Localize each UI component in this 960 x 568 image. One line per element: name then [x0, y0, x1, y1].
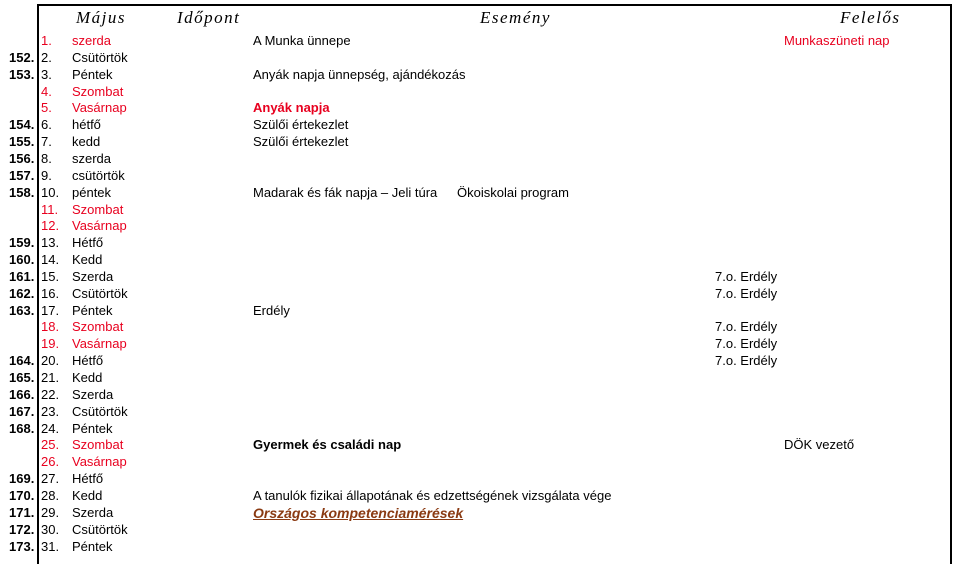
cell-day: 24.	[41, 420, 60, 436]
cell-resp2: 7.o. Erdély	[715, 319, 778, 335]
cell-num: 157.	[9, 167, 35, 183]
cell-day: 1.	[41, 33, 52, 48]
cell-name: péntek	[72, 184, 112, 200]
table-row	[0, 151, 960, 167]
cell-num: 166.	[9, 386, 35, 402]
cell-num: 165.	[9, 370, 35, 385]
cell-day: 10.	[41, 184, 60, 200]
header-month: Május	[76, 8, 126, 27]
table-row	[0, 269, 960, 285]
table-row	[0, 168, 960, 184]
cell-day: 20.	[41, 353, 60, 369]
cell-resp2: 7.o. Erdély	[715, 268, 778, 284]
cell-name: Szerda	[72, 504, 114, 520]
cell-name: Szombat	[72, 437, 124, 453]
cell-name: Szombat	[72, 83, 124, 99]
cell-day: 25.	[41, 437, 60, 453]
cell-name: Vasárnap	[72, 336, 127, 352]
cell-day: 21.	[41, 370, 60, 385]
cell-num: 163.	[9, 302, 35, 318]
cell-num: 168.	[9, 420, 35, 436]
table-row	[0, 319, 960, 335]
cell-name: Csütörtök	[72, 285, 128, 301]
header-event: Esemény	[480, 8, 551, 27]
table-row	[0, 370, 960, 386]
cell-name: Péntek	[72, 538, 113, 554]
cell-day: 23.	[41, 403, 60, 419]
cell-day: 22.	[41, 386, 60, 402]
cell-num: 156.	[9, 150, 35, 166]
cell-note: Ökoiskolai program	[457, 184, 569, 200]
cell-event: Madarak és fák napja – Jeli túra	[253, 184, 438, 200]
header-time: Időpont	[177, 8, 241, 27]
table-row	[0, 437, 960, 453]
table-row	[0, 387, 960, 403]
cell-num: 161.	[9, 268, 35, 284]
cell-num: 155.	[9, 134, 35, 150]
cell-name: Szombat	[72, 201, 124, 217]
table-row	[0, 421, 960, 437]
table-row	[0, 404, 960, 420]
cell-resp: Munkaszüneti nap	[784, 33, 890, 48]
cell-day: 12.	[41, 218, 60, 234]
cell-day: 6.	[41, 117, 52, 133]
table-row	[0, 505, 960, 521]
cell-day: 15.	[41, 268, 60, 284]
cell-name: Vasárnap	[72, 100, 127, 116]
cell-day: 17.	[41, 302, 60, 318]
cell-day: 16.	[41, 285, 60, 301]
table-row	[0, 539, 960, 555]
table-row	[0, 100, 960, 116]
cell-day: 9.	[41, 167, 52, 183]
table-row	[0, 185, 960, 201]
cell-name: Csütörtök	[72, 49, 128, 65]
cell-resp: DÖK vezető	[784, 437, 855, 453]
cell-day: 4.	[41, 83, 52, 99]
cell-name: Kedd	[72, 252, 103, 268]
cell-name: Hétfő	[72, 471, 104, 487]
table-row	[0, 522, 960, 538]
cell-day: 11.	[41, 201, 59, 217]
cell-event: Gyermek és családi nap	[253, 437, 402, 453]
table-row	[0, 84, 960, 100]
cell-name: Hétfő	[72, 235, 104, 251]
cell-num: 167.	[9, 403, 35, 419]
cell-day: 13.	[41, 235, 60, 251]
cell-name: Szerda	[72, 268, 114, 284]
cell-event: Szülői értekezlet	[253, 134, 349, 150]
cell-num: 171.	[9, 504, 35, 520]
cell-day: 29.	[41, 504, 60, 520]
cell-num: 173.	[9, 538, 35, 554]
table-row	[0, 286, 960, 302]
cell-num: 153.	[9, 66, 35, 82]
cell-day: 5.	[41, 100, 52, 116]
cell-name: Hétfő	[72, 353, 104, 369]
cell-day: 26.	[41, 454, 60, 470]
table-row	[0, 50, 960, 66]
cell-event: Anyák napja	[253, 100, 330, 116]
cell-day: 18.	[41, 319, 60, 335]
cell-name: Kedd	[72, 370, 103, 385]
table-row	[0, 235, 960, 251]
table-row	[0, 117, 960, 133]
cell-event: Anyák napja ünnepség, ajándékozás	[253, 66, 466, 82]
cell-num: 164.	[9, 353, 35, 369]
cell-num: 162.	[9, 285, 35, 301]
cell-name: Vasárnap	[72, 454, 127, 470]
table-row	[0, 218, 960, 234]
table-row	[0, 33, 960, 49]
cell-name: Péntek	[72, 302, 113, 318]
header-responsible: Felelős	[840, 8, 901, 27]
cell-event: Erdély	[253, 302, 290, 318]
table-row	[0, 454, 960, 470]
cell-name: szerda	[72, 150, 112, 166]
cell-event: A Munka ünnepe	[253, 33, 351, 48]
cell-name: Csütörtök	[72, 403, 128, 419]
cell-name: Szerda	[72, 386, 114, 402]
cell-event: Országos kompetenciamérések	[253, 504, 464, 521]
cell-day: 7.	[41, 134, 52, 150]
cell-day: 2.	[41, 49, 52, 65]
cell-day: 14.	[41, 252, 60, 268]
cell-event: Szülői értekezlet	[253, 117, 349, 133]
cell-name: Csütörtök	[72, 521, 128, 537]
cell-num: 160.	[9, 252, 35, 268]
table-row	[0, 252, 960, 268]
cell-day: 27.	[41, 471, 60, 487]
cell-day: 19.	[41, 336, 60, 352]
cell-day: 31.	[41, 538, 60, 554]
cell-name: Vasárnap	[72, 218, 127, 234]
cell-name: szerda	[72, 33, 112, 48]
table-row	[0, 353, 960, 369]
cell-name: hétfő	[72, 117, 101, 133]
cell-resp2: 7.o. Erdély	[715, 336, 778, 352]
cell-day: 8.	[41, 150, 52, 166]
grid-line-top	[37, 4, 952, 6]
table-row	[0, 336, 960, 352]
table-row	[0, 134, 960, 150]
cell-name: Kedd	[72, 487, 103, 503]
cell-num: 152.	[9, 49, 35, 65]
cell-num: 159.	[9, 235, 35, 251]
cell-name: Szombat	[72, 319, 124, 335]
cell-name: Péntek	[72, 66, 113, 82]
cell-num: 154.	[9, 117, 35, 133]
cell-day: 3.	[41, 66, 52, 82]
table-row	[0, 471, 960, 487]
cell-name: csütörtök	[72, 167, 125, 183]
cell-day: 28.	[41, 487, 60, 503]
cell-resp2: 7.o. Erdély	[715, 353, 778, 369]
cell-resp2: 7.o. Erdély	[715, 285, 778, 301]
table-row	[0, 488, 960, 504]
cell-num: 170.	[9, 487, 35, 503]
cell-name: kedd	[72, 134, 101, 150]
cell-day: 30.	[41, 521, 60, 537]
cell-num: 172.	[9, 521, 35, 537]
cell-event: A tanulók fizikai állapotának és edzettségének vizsgálata vége	[253, 487, 612, 503]
table-row	[0, 67, 960, 83]
table-row	[0, 202, 960, 218]
table-row	[0, 303, 960, 319]
cell-name: Péntek	[72, 420, 113, 436]
cell-num: 169.	[9, 471, 35, 487]
cell-num: 158.	[9, 184, 35, 200]
